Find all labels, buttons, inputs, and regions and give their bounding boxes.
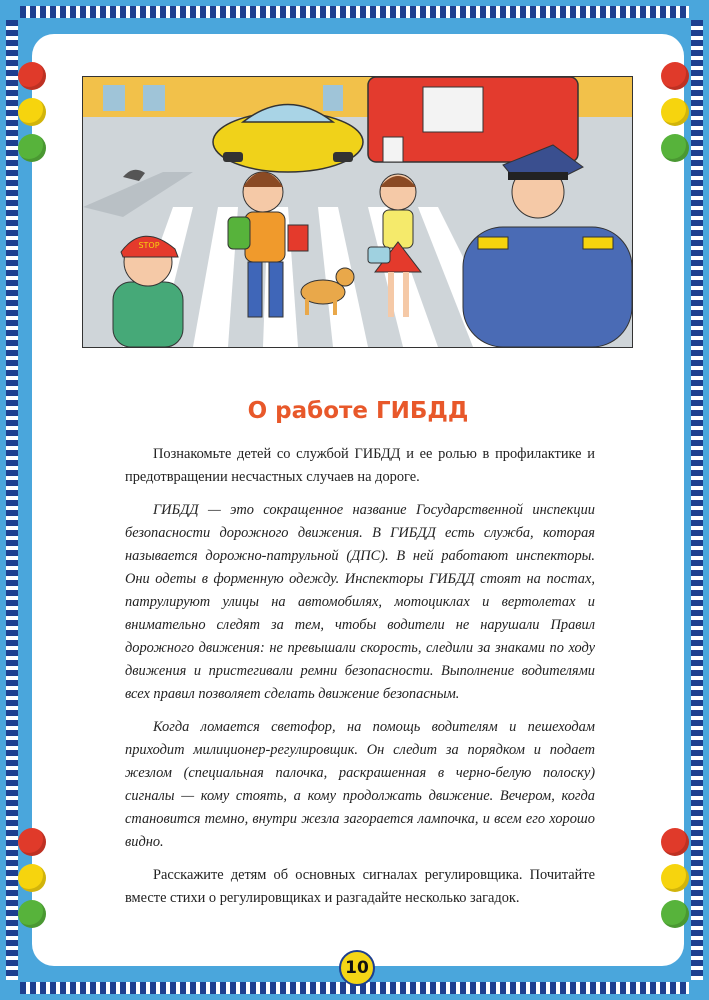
window — [143, 85, 165, 111]
red-light-icon — [18, 62, 46, 90]
boy-with-cap — [113, 236, 183, 347]
red-light-icon — [18, 828, 46, 856]
green-light-icon — [661, 900, 689, 928]
paragraph: Познакомьте детей со службой ГИБДД и ее ролью в профилактике и предотвращении несчастных случаев на дороге. — [125, 446, 595, 485]
epaulet — [583, 237, 613, 249]
red-light-icon — [661, 828, 689, 856]
body-text — [125, 443, 595, 920]
traffic-light-icon — [661, 62, 691, 170]
page-number: 10 — [339, 950, 375, 986]
green-light-icon — [18, 900, 46, 928]
cap-text: STOP — [138, 241, 160, 250]
traffic-light-icon — [18, 828, 48, 936]
green-light-icon — [18, 134, 46, 162]
top-border-stripe — [20, 6, 689, 18]
paragraph: Расскажите детям об основных сигналах регулировщика. Почитайте вместе стихи о регулировщиках и разгадайте несколько загадок. — [125, 867, 595, 906]
window — [103, 85, 125, 111]
page-title: О работе ГИБДД — [247, 398, 469, 424]
yellow-light-icon — [661, 864, 689, 892]
yellow-light-icon — [18, 864, 46, 892]
traffic-light-icon — [661, 828, 691, 936]
red-light-icon — [661, 62, 689, 90]
traffic-light-icon — [18, 62, 48, 170]
green-light-icon — [661, 134, 689, 162]
crosswalk-illustration — [82, 76, 633, 348]
epaulet — [478, 237, 508, 249]
yellow-light-icon — [661, 98, 689, 126]
yellow-light-icon — [18, 98, 46, 126]
window — [323, 85, 343, 111]
paragraph: Когда ломается светофор, на помощь водителям и пешеходам приходит милиционер-регулировщик. Он следит за порядком и подает жезлом (специальная палочка, раскрашенная в черно-белую полоску) сигналы — кому стоять, а кому продолжать движение. Вечером, когда становится темно, внутри жезла загорается лампочка, и всем его хорошо видно. — [125, 719, 595, 850]
left-border-stripe — [6, 20, 18, 980]
crosswalk-scene — [83, 77, 632, 347]
right-border-stripe — [691, 20, 703, 980]
paragraph: ГИБДД — это сокращенное название Государственной инспекции безопасности дорожного движения. В ГИБДД есть служба, которая называется дорожно-патрульной (ДПС). В ней работают инспекторы. Они одеты в форменную одежду. Инспекторы ГИБДД стоят на постах, патрулируют улицы на автомобилях, мотоциклах и вертолетах и внимательно следят за тем, чтобы водители не нарушали Правил дорожного движения: не превышали скорость, следили за знаками по ходу движения и пристегивали ремни безопасности. Выполнение водителями всех правил позволяет сделать движение безопасным. — [125, 502, 595, 702]
